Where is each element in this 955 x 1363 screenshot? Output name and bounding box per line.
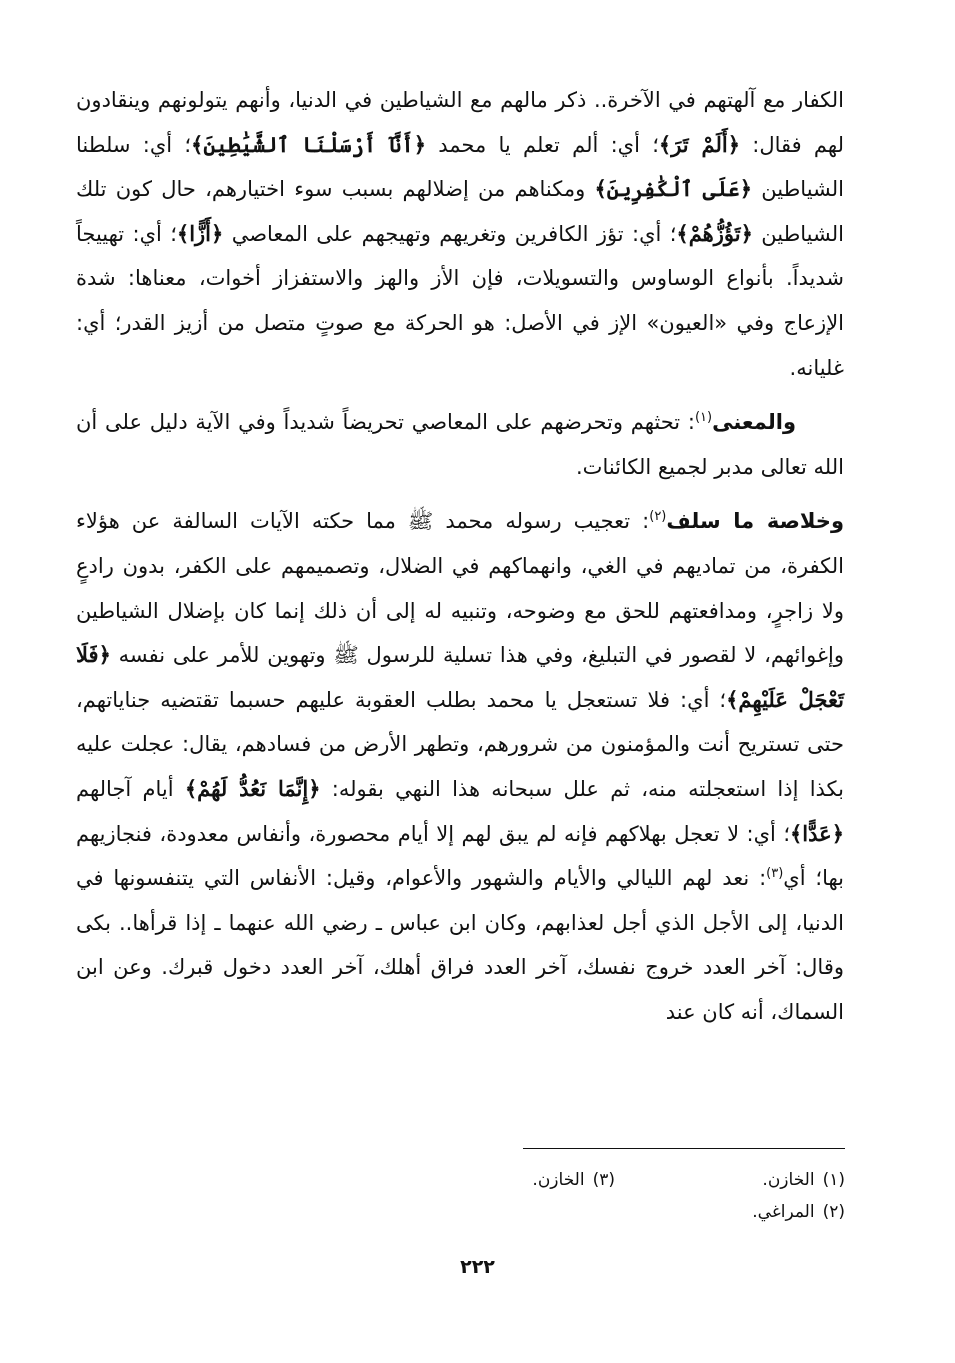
paragraph-1 [76,78,844,390]
page-body [76,78,844,1034]
paragraph-3-text [76,509,844,1024]
text-run: ؛ أي: لا تعجل بهلاكهم فإنه لم يبق لهم إلا أيام محصورة، وأنفاس معدودة، فنجازيهم بها؛ أي [76,821,845,891]
footnote-2-text: المراغي. [752,1202,815,1222]
footnote-1 [615,1164,845,1196]
paragraph-2-lead: والمعنى [712,410,796,435]
footnote-1-text: الخازن. [762,1170,815,1190]
text-run: أيام آجالهم [76,776,185,801]
footnote-2 [615,1196,845,1228]
footnote-2-number: (٢) [822,1202,845,1222]
footnotes [385,1164,845,1228]
paragraph-1-text [76,88,844,380]
quran-quote: ﴿أَزًّا﴾ [176,220,224,246]
text-run: ؛ أي: تهييجاً شديداً. بأنواع الوساوس والتسويلات، فإن الأز والهز والاستفزاز أخوات، معناها: شدة الإزعاج وفي «العيون» الإز في الأصل: هو الحركة مع صوتٍ متصل من أزيز القدر؛ أي: غليانه. [76,221,844,380]
footnote-row [385,1196,845,1228]
quran-quote: ﴿أَلَمْ تَرَ﴾ [658,131,741,157]
footnote-3-number: (٣) [592,1170,615,1190]
text-run: ومكناهم من إضلالهم بسبب سوء اختيارهم، حال كون تلك الشياطين [76,177,844,246]
footnote-row [385,1164,845,1196]
quran-quote: ﴿عَلَى ٱلْكَٰفِرِينَ﴾ [594,176,753,202]
text-run: الكفار مع آلهتهم في الآخرة.. ذكر مالهم مع الشياطين في الدنيا، وأنهم يتولونهم وينقادون لهم فقال: [76,88,844,157]
quran-quote: ﴿عَدًّا﴾ [790,820,844,846]
text-run: : تحثهم وتحرضهم على المعاصي تحريضاً شديداً وفي الآية دليل على أن الله تعالى مدبر لجميع الكائنات. [76,410,844,479]
footnote-divider [523,1148,845,1149]
quran-quote: ﴿إِنَّمَا نَعُدُّ لَهُمْ﴾ [184,775,321,801]
page-number: ٢٢٢ [460,1256,495,1278]
footnote-3-text: الخازن. [532,1170,585,1190]
quran-quote: ﴿تَؤُزُّهُمْ﴾ [676,220,753,246]
footnote-1-number: (١) [822,1170,845,1190]
quran-quote: ﴿فَلَا تَعْجَلْ عَلَيْهِمْ﴾ [76,642,844,712]
quran-quote: ﴿أَنَّآ أَرْسَلْنَا ٱلشَّيَٰطِينَ﴾ [191,131,427,157]
footnote-ref: (٣) [766,866,784,882]
text-run: ؛ أي: فلا تستعجل يا محمد بطلب العقوبة عليهم حسبما تقتضيه جناياتهم، حتى تستريح أنت والمؤمنون من شرورهم، وتطهر الأرض من فسادهم، يقال: عجلت عليه بكذا إذا استعجلته منه، ثم علل سبحانه هذا النهي بقوله: [76,687,844,801]
paragraph-3 [76,499,844,1034]
footnote-ref-1: (١) [694,410,713,426]
paragraph-2 [76,400,844,489]
text-run: : تعجيب رسوله محمد ﷺ مما حكته الآيات السالفة عن هؤلاء الكفرة، من تماديهم في الغي، وانهماكهم في الضلال، وتصميمهم على الكفر، بدون رادعٍ ولا زاجرٍ، ومدافعتهم للحق مع وضوحه، وتنبيه له إلى أن ذلك إنما كان بإضلال الشياطين وإغوائهم، لا لقصور في التبليغ، وفي هذا تسلية للرسول ﷺ وتهوين للأمر على نفسه [76,509,844,668]
footnote-ref-2: (٢) [649,509,667,525]
text-run: : نعد لهم الليالي والأيام والشهور والأعوام، وقيل: الأنفاس التي يتنفسونها في الدنيا، إلى الأجل الذي أجل لعذابهم، وكان ابن عباس ـ رضي الله عنهما ـ إذا قرأها.. بكى وقال: آخر العدد خروج نفسك، آخر العدد فراق أهلك، آخر العدد دخول قبرك. وعن ابن السماك، أنه كان عند [76,866,844,1024]
text-run: ؛ أي: سلطنا الشياطين [76,132,845,202]
text-run: ؛ أي: ألم تعلم يا محمد [426,132,659,157]
paragraph-3-lead: وخلاصة ما سلف [666,509,844,534]
text-run: ؛ أي: تؤز الكافرين وتغريهم وتهيجهم على المعاصي [223,221,677,246]
footnote-3 [385,1164,615,1196]
